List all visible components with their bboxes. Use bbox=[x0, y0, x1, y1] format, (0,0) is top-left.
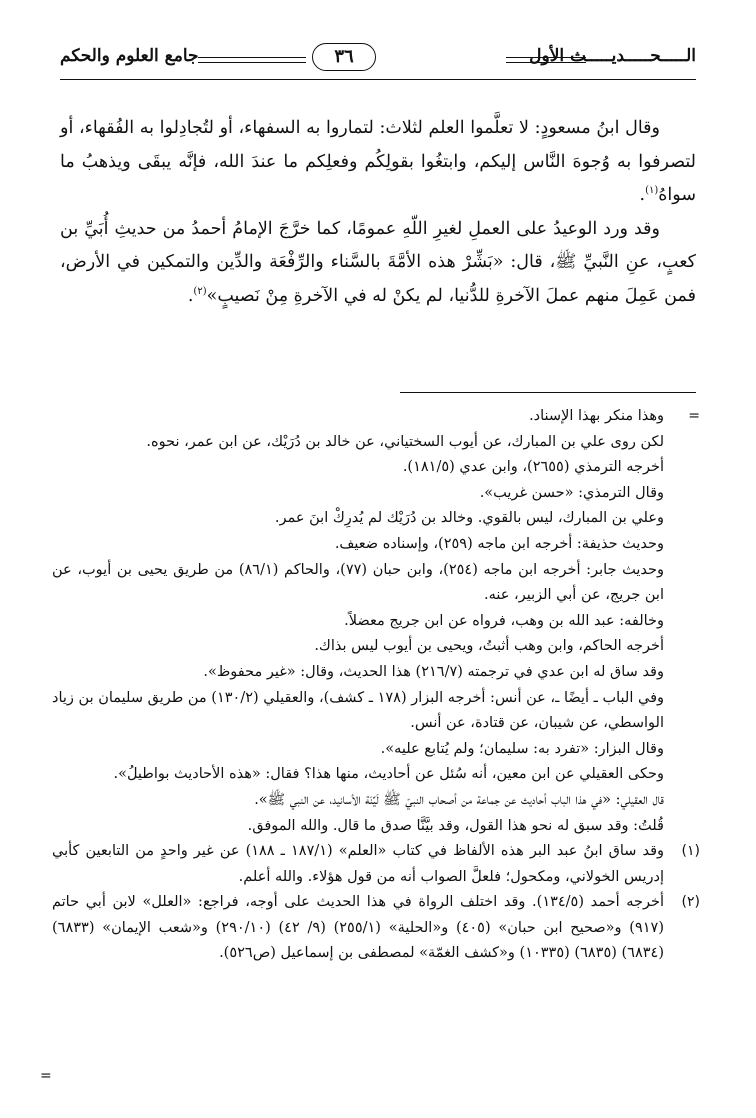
footnote-ref: (١) bbox=[645, 185, 659, 197]
footnote-line: = وهذا منكر بهذا الإسناد. bbox=[52, 404, 700, 430]
footnote-line: قُلتُ: وقد سبق له نحو هذا القول، وقد بيَّنَّا صدق ما قال. والله الموفق. bbox=[247, 817, 664, 834]
footnote-line: وقد ساق له ابن عدي في ترجمته (٢١٦/٧) هذا الحديث، وقال: «غير محفوظ». bbox=[203, 663, 664, 680]
page-header bbox=[60, 44, 696, 78]
paragraph: وقد ورد الوعيدُ على العملِ لغيرِ اللّهِ عمومًا، كما خرَّجَ الإمامُ أحمدُ من حديثِ أُبَيِّ بن كعبٍ، عنِ النَّبيِّ ﷺ، قال: «بَشِّرْ هذه الأمَّةَ بالسَّناء والرِّفْعَة والدِّين والتمكين في الأرض، فمن عَمِلَ منهم عملَ الآخرةِ للدُّنيا، لم يكنْ له في الآخرةِ مِنْ نَصيبٍ»$^{(٢)}$. bbox=[60, 218, 696, 306]
chapter-title: الـــــحـــــديـــــث الأول bbox=[529, 46, 696, 66]
footnote-line: وحديث جابر: أخرجه ابن ماجه (٢٥٤)، وابن حبان (٧٧)، والحاكم (٨٦/١) من طريق يحيى بن أيوب، عن ابن جريج، عن أبي الزبير، عنه. bbox=[52, 561, 664, 604]
footnote-2: (٢) أخرجه أحمد (١٣٤/٥). وقد اختلف الرواة في هذا الحديث على أوجه، فراجع: «العلل» لابن أبي حاتم (٩١٧) و«صحيح ابن حبان» (٤٠٥) و«الحلية» (٢٥٥/١) (٩/ ٤٢) (٢٩٠/١٠) و«شعب الإيمان» (٦٨٣٣) (٦٨٣٤) (٦٨٣٥) (١٠٣٣٥) و«كشف الغمّة» لمصطفى بن إسماعيل (ص٥٢٦). bbox=[52, 890, 700, 967]
paragraph: وقال ابنُ مسعودٍ: لا تعلَّموا العلم لثلاث: لتماروا به السفهاء، أو لتُجادِلوا به الفُقهاء، أو لتصرفوا به وُجوهَ النَّاس إليكم، وابتغُوا بقولِكُم وفعلِكم ما عندَ الله، فإنَّه يبقَى ويذهبُ ما سواهُ$^{(١)}$. bbox=[60, 118, 696, 205]
footnote-line: وخالفه: عبد الله بن وهب، فرواه عن ابن جريج معضلاً. bbox=[344, 612, 664, 629]
continuation-mark-bottom: = bbox=[40, 1068, 52, 1084]
footnote-line: وحكى العقيلي عن ابن معين، أنه سُئل عن أحاديث، منها هذا؟ فقال: «هذه الأحاديث بواطيلُ». bbox=[113, 766, 664, 783]
main-text bbox=[60, 112, 696, 313]
header-rule-left bbox=[198, 57, 306, 63]
footnote-number: (١) bbox=[681, 843, 700, 860]
footnote-1: (١) وقد ساق ابنُ عبد البر هذه الألفاظ في كتاب «العلم» (١٨٧/١ ـ ١٨٨) عن غير واحدٍ من التابعين كأبي إدريس الخولاني، ومكحول؛ فلعلَّ الصواب أنه من قول هؤلاء. والله أعلم. bbox=[52, 839, 700, 890]
footnotes bbox=[52, 404, 700, 967]
header-rule-right bbox=[506, 57, 586, 63]
continuation-mark: = bbox=[688, 408, 700, 424]
footnote-ref: (٢) bbox=[193, 285, 207, 297]
footnote-number: (٢) bbox=[681, 894, 700, 911]
footnote-line: أخرجه الحاكم، وابن وهب أثبتُ، ويحيى بن أيوب ليس بذاك. bbox=[314, 638, 664, 655]
book-title: جامع العلوم والحكم bbox=[60, 46, 199, 66]
footnote-line: وقال البزار: «تفرد به: سليمان؛ ولم يُتابع عليه». bbox=[380, 740, 664, 757]
page-number: ٣٦ bbox=[312, 43, 376, 71]
footnote-line: وقال الترمذي: «حسن غريب». bbox=[479, 484, 664, 501]
footnote-line: وفي الباب ـ أيضًا ـ، عن أنس: أخرجه البزار (١٧٨ ـ كشف)، والعقيلي (١٣٠/٢) من طريق سليمان بن زياد الواسطي، عن شيبان، عن قتادة، عن أنس. bbox=[52, 689, 665, 732]
footnote-line: وعلي بن المبارك، ليس بالقوي. وخالد بن دُرَيْك لم يُدرِكْ ابنَ عمر. bbox=[274, 510, 664, 527]
footnote-line: وحديث حذيفة: أخرجه ابن ماجه (٢٥٩)، وإسناده ضعيف. bbox=[334, 535, 664, 552]
footnote-separator bbox=[400, 392, 696, 393]
header-divider bbox=[60, 79, 696, 80]
footnote-line: لكن روى علي بن المبارك، عن أيوب السختياني، عن خالد بن دُرَيْك، عن ابن عمر، نحوه. bbox=[146, 433, 664, 450]
footnote-line: قال العقيلي: «في هذا الباب أحاديث عن جماعة من أصحاب النبيّ ﷺ لَيِّنَة الأسانيد، عن النبي ﷺ». bbox=[254, 791, 664, 808]
footnote-line: أخرجه الترمذي (٢٦٥٥)، وابن عدي (١٨١/٥). bbox=[402, 459, 664, 476]
